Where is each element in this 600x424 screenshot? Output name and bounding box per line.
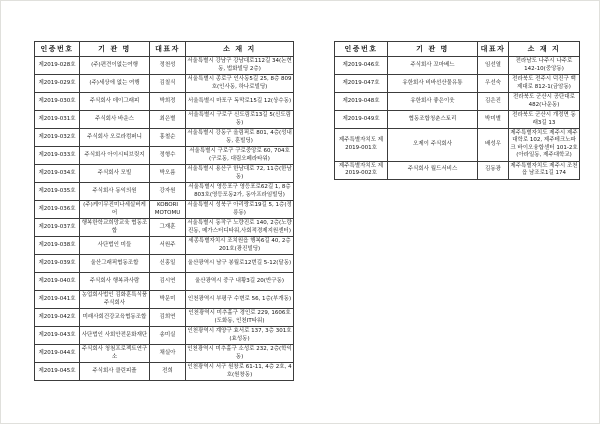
column-header: 인증번호 — [35, 42, 80, 57]
representative-cell: 정천성 — [150, 57, 186, 75]
address-cell: 서울특별시 구로구 구로중앙로 60, 704호(구로동, 대림오페라타워) — [186, 147, 294, 165]
representative-cell: 김칠식 — [150, 75, 186, 93]
address-cell: 서울특별시 마포구 독막로15길 12(상수동) — [186, 93, 294, 111]
org-name-cell: 주식회사 바운스 — [80, 111, 150, 129]
representative-cell: 박오름 — [150, 165, 186, 183]
column-header: 기 관 명 — [80, 42, 150, 57]
address-cell: 인천광역시 미추홀구 소성로 232, 2층(학익동) — [186, 345, 294, 363]
cert-no-cell: 제2019-038호 — [35, 237, 80, 255]
cert-no-cell: 제2019-037호 — [35, 219, 80, 237]
representative-cell: 우선숙 — [478, 75, 509, 93]
column-header: 대표자 — [478, 42, 509, 57]
table-row — [335, 111, 580, 129]
org-name-cell: (주)편견이없는여행 — [80, 57, 150, 75]
address-cell: 서울특별시 종로구 인사동5길 25, 8층 809호(인사동, 하나로빌딩) — [186, 75, 294, 93]
address-cell: 인천광역시 서구 원창로 61-11, 4층 2호, 4호(원창동) — [186, 363, 294, 381]
org-name-cell: 주식회사 동익의원 — [80, 183, 150, 201]
column-header: 소 재 지 — [186, 42, 294, 57]
cert-no-cell: 제2019-032호 — [35, 129, 80, 147]
cert-no-cell: 제2019-049호 — [335, 111, 388, 129]
cert-no-cell: 제주특별자치도 제2019-001호 — [335, 129, 388, 162]
cert-no-cell: 제2019-035호 — [35, 183, 80, 201]
org-name-cell: 주식회사 월드서비스 — [388, 161, 478, 179]
table-row — [35, 219, 294, 237]
org-name-cell: 농업회사법인 김화훈특식품주식회사 — [80, 291, 150, 309]
address-cell: 서울특별시 강동구 올림픽로 801, 4층(성내동, 훈빌딩) — [186, 129, 294, 147]
org-name-cell: 유한회사 비바선산물유통 — [388, 75, 478, 93]
org-name-cell: 주식회사 데이그래피 — [80, 93, 150, 111]
org-name-cell: (주)케이무진미나세실버케어 — [80, 201, 150, 219]
cert-no-cell: 제2019-039호 — [35, 255, 80, 273]
table-row — [35, 291, 294, 309]
cert-no-cell: 제2019-028호 — [35, 57, 80, 75]
table-row — [35, 111, 294, 129]
address-cell: 제주특별자치도 제주시 조천읍 남조로1길 174 — [509, 161, 580, 179]
org-name-cell: 행복한학교희망교육 협동조합 — [80, 219, 150, 237]
table-row — [35, 75, 294, 93]
column-header: 인증번호 — [335, 42, 388, 57]
table-row — [35, 165, 294, 183]
representative-cell: 박희정 — [150, 93, 186, 111]
table-row — [35, 237, 294, 255]
representative-cell: 배성우 — [478, 129, 509, 162]
representative-cell: 박미별 — [478, 111, 509, 129]
address-cell: 전라북도 군산시 개정면 동래3길 13 — [509, 111, 580, 129]
cert-no-cell: 제2019-047호 — [335, 75, 388, 93]
cert-no-cell: 제2019-036호 — [35, 201, 80, 219]
address-cell: 전라북도 군산시 공단대로 482(나운동) — [509, 93, 580, 111]
cert-no-cell: 제2019-042호 — [35, 309, 80, 327]
table-row — [335, 93, 580, 111]
representative-cell: 김은진 — [478, 93, 509, 111]
cert-no-cell: 제2019-046호 — [335, 57, 388, 75]
cert-no-cell: 제2019-034호 — [35, 165, 80, 183]
table-row — [35, 327, 294, 345]
representative-cell: KOBORI MOTOMU — [150, 201, 186, 219]
representative-cell: 김희연 — [150, 309, 186, 327]
org-name-cell: 주식회사 오로라컴퍼니 — [80, 129, 150, 147]
representative-cell: 김시연 — [150, 273, 186, 291]
table-row — [35, 309, 294, 327]
org-name-cell: 사단법인 사회안전문화재단 — [80, 327, 150, 345]
address-cell: 서울특별시 구로구 신도림로13길 5(신도림동) — [186, 111, 294, 129]
org-name-cell: 미래사회건강교육협동조합 — [80, 309, 150, 327]
table-row — [35, 345, 294, 363]
certification-table-right — [334, 41, 580, 180]
table-header — [35, 42, 294, 57]
representative-cell: 서원주 — [150, 237, 186, 255]
table-row — [35, 129, 294, 147]
cert-no-cell: 제2019-033호 — [35, 147, 80, 165]
table-row — [35, 201, 294, 219]
cert-no-cell: 제2019-040호 — [35, 273, 80, 291]
representative-cell: 전희 — [150, 363, 186, 381]
table-row — [35, 255, 294, 273]
org-name-cell: 주식회사 아이시티브릿지 — [80, 147, 150, 165]
address-cell: 제주특별자치도 제주시 제주대학로 102, 제주테크노파크 바이오융합센터 101-2호(아라일동, 제주대학교) — [509, 129, 580, 162]
representative-cell: 홍철순 — [150, 129, 186, 147]
address-cell: 인천광역시 미추홀구 경인로 229, 1606호(도화동, 인천IT타워) — [186, 309, 294, 327]
representative-cell: 강자원 — [150, 183, 186, 201]
cert-no-cell: 제2019-029호 — [35, 75, 80, 93]
table-row — [35, 57, 294, 75]
cert-no-cell: 제2019-044호 — [35, 345, 80, 363]
column-header: 소 재 지 — [509, 42, 580, 57]
table-row — [335, 129, 580, 162]
org-name-cell: 주식회사 청첨프로젝트연구소 — [80, 345, 150, 363]
cert-no-cell: 제주특별자치도 제2019-002호 — [335, 161, 388, 179]
org-name-cell: 유한회사 좋은이웃 — [388, 93, 478, 111]
address-cell: 세종특별자치시 조치원읍 행복6길 40, 2층 201호(광진빌딩) — [186, 237, 294, 255]
table-header — [335, 42, 580, 57]
org-name-cell: 오제이 주식회사 — [388, 129, 478, 162]
representative-cell: 박문미 — [150, 291, 186, 309]
address-cell: 인천광역시 부평구 수변로 56, 1층(부개동) — [186, 291, 294, 309]
org-name-cell: (주)세상에 없는 여행 — [80, 75, 150, 93]
org-name-cell: 주식회사 모빌 — [80, 165, 150, 183]
cert-no-cell: 제2019-031호 — [35, 111, 80, 129]
address-cell: 전라남도 나주시 나주로 142-10(중앙동) — [509, 57, 580, 75]
column-header: 대표자 — [150, 42, 186, 57]
representative-cell: 정형수 — [150, 147, 186, 165]
address-cell: 전라북도 전주시 덕진구 백제대로 812-1(금암동) — [509, 75, 580, 93]
org-name-cell: 울산그래픽협동조합 — [80, 255, 150, 273]
org-name-cell: 주식회사 꼬마베느 — [388, 57, 478, 75]
org-name-cell: 사단법인 미들 — [80, 237, 150, 255]
certification-table-left — [34, 41, 294, 381]
table-row — [335, 161, 580, 179]
address-cell: 울산광역시 중구 내황3길 20(반구동) — [186, 273, 294, 291]
address-cell: 인천광역시 계양구 효서로 137, 3층 301호(효성동) — [186, 327, 294, 345]
address-cell: 서울특별시 용산구 한남대로 72, 11층(한남동) — [186, 165, 294, 183]
cert-no-cell: 제2019-041호 — [35, 291, 80, 309]
cert-no-cell: 제2019-048호 — [335, 93, 388, 111]
address-cell: 서울특별시 동작구 노량진로 140, 2층(노량진동, 메가스터디타워,사회적경제지원센터) — [186, 219, 294, 237]
table-row — [35, 273, 294, 291]
header-row — [35, 42, 294, 57]
address-cell: 서울특별시 강남구 강남대로112길 34(논현동, 법화빌딩 2층) — [186, 57, 294, 75]
representative-cell: 최은별 — [150, 111, 186, 129]
table-row — [335, 57, 580, 75]
cert-no-cell: 제2019-045호 — [35, 363, 80, 381]
table-row — [35, 183, 294, 201]
address-cell: 울산광역시 남구 봉월로12번길 5-12(달동) — [186, 255, 294, 273]
representative-cell: 송미실 — [150, 327, 186, 345]
header-row — [335, 42, 580, 57]
representative-cell: 임선열 — [478, 57, 509, 75]
address-cell: 서울특별시 영등포구 영등포로62길 1, 8층 803호(영등포동2가, 동아프라임빌딩) — [186, 183, 294, 201]
address-cell: 서울특별시 성북구 아리랑로19길 5, 1층(정릉동) — [186, 201, 294, 219]
representative-cell: 신홍일 — [150, 255, 186, 273]
table-row — [35, 363, 294, 381]
representative-cell: 그재훈 — [150, 219, 186, 237]
table-body — [35, 57, 294, 381]
column-header: 기 관 명 — [388, 42, 478, 57]
org-name-cell: 주식회사 행복과사람 — [80, 273, 150, 291]
representative-cell: 김동광 — [478, 161, 509, 179]
representative-cell: 채실아 — [150, 345, 186, 363]
table-body — [335, 57, 580, 180]
cert-no-cell: 제2019-030호 — [35, 93, 80, 111]
table-row — [35, 147, 294, 165]
table-row — [335, 75, 580, 93]
table-row — [35, 93, 294, 111]
cert-no-cell: 제2019-043호 — [35, 327, 80, 345]
org-name-cell: 주식회사 클린피플 — [80, 363, 150, 381]
org-name-cell: 협동조합청춘스토리 — [388, 111, 478, 129]
